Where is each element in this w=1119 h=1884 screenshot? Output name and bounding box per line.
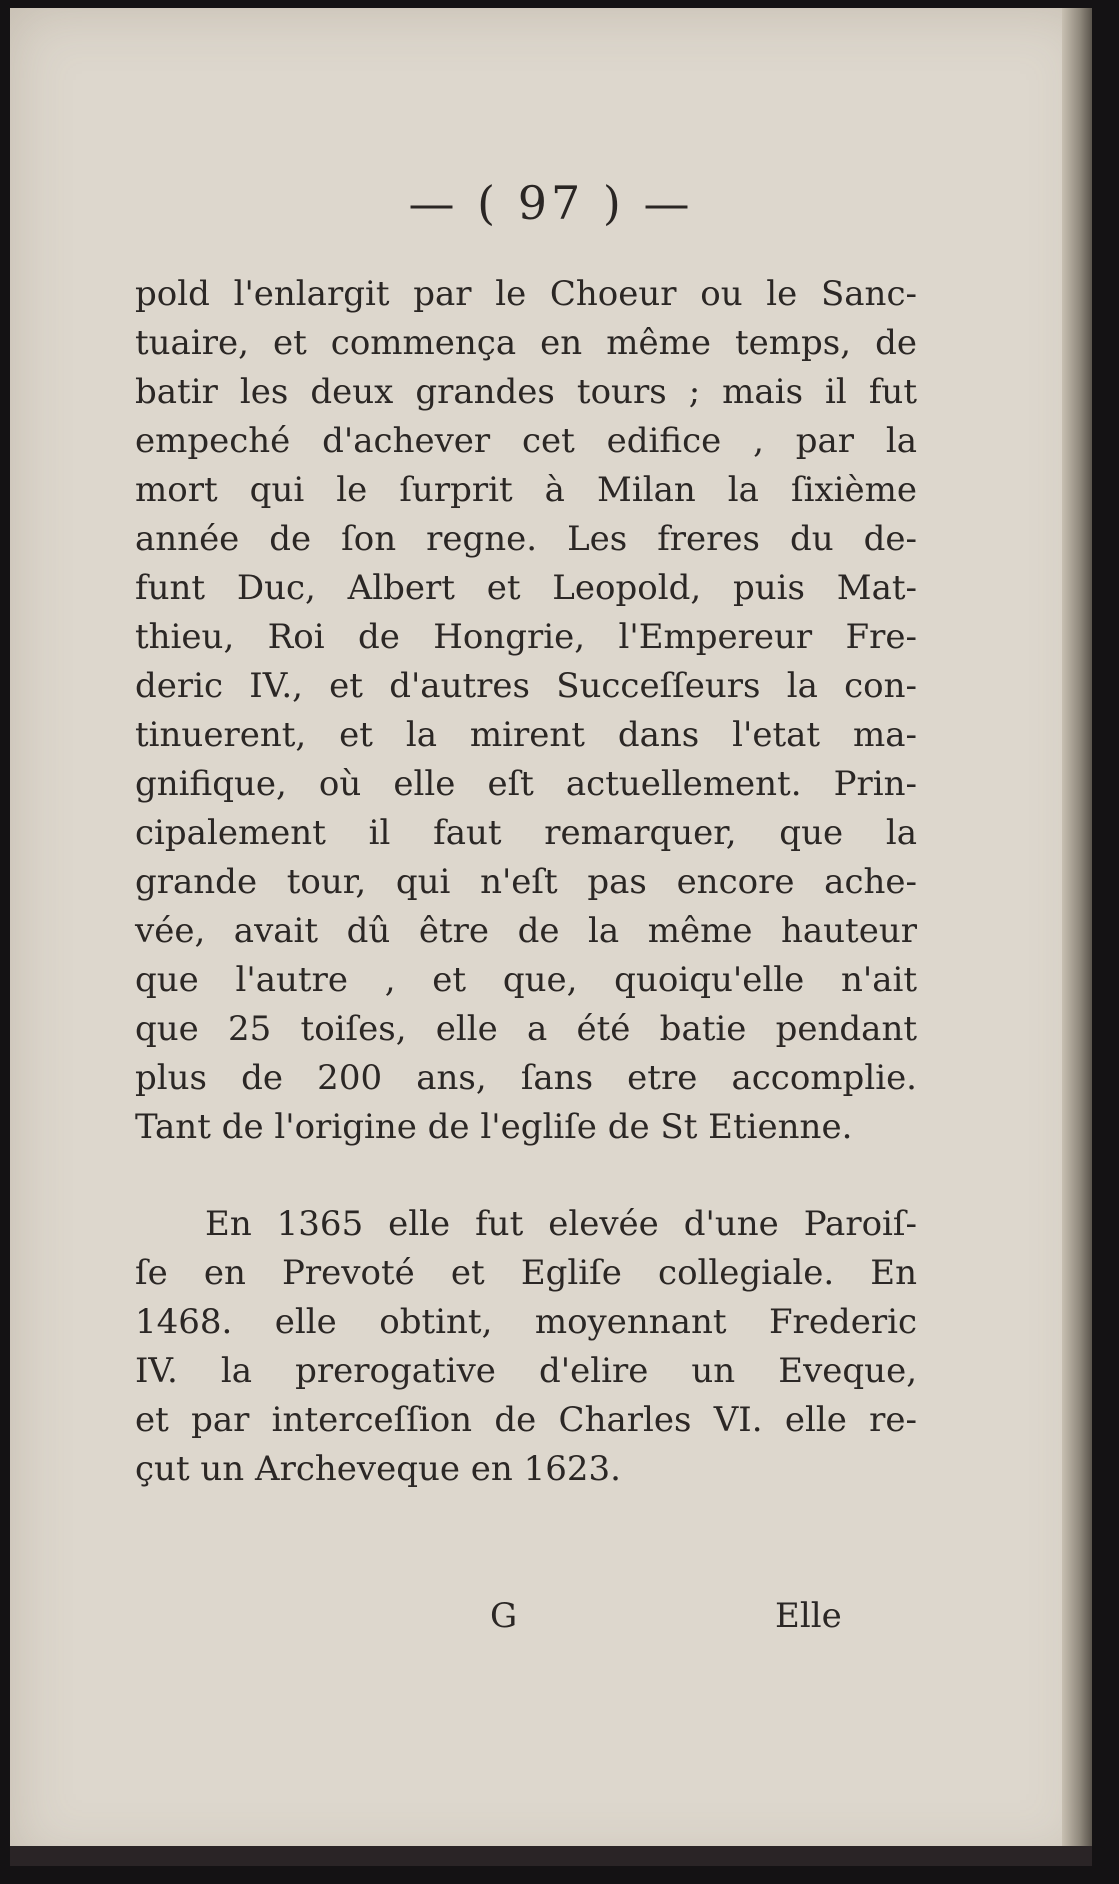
text-line: batir les deux grandes tours ; mais il fut xyxy=(135,372,917,412)
text-line: et par interceſſion de Charles VI. elle re- xyxy=(135,1400,917,1440)
catchword: Elle xyxy=(775,1596,842,1636)
text-line: tuaire, et commença en même temps, de xyxy=(135,323,917,363)
text-line: En 1365 elle fut elevée d'une Paroiſ- xyxy=(205,1204,917,1244)
text-line: empeché d'achever cet edifice , par la xyxy=(135,421,917,461)
text-line: 1468. elle obtint, moyennant Frederic xyxy=(135,1302,917,1342)
text-line: que 25 toiſes, elle a été batie pendant xyxy=(135,1009,917,1049)
text-line: pold l'enlargit par le Choeur ou le Sanc- xyxy=(135,274,917,314)
text-line: mort qui le ſurprit à Milan la ſixième xyxy=(135,470,917,510)
text-line: gnifique, où elle eſt actuellement. Prin- xyxy=(135,764,917,804)
text-line: que l'autre , et que, quoiqu'elle n'ait xyxy=(135,960,917,1000)
text-line: çut un Archeveque en 1623. xyxy=(135,1449,621,1489)
signature-mark: G xyxy=(490,1596,518,1636)
page-body xyxy=(135,270,917,1494)
book-page xyxy=(10,8,1092,1866)
text-line: année de ſon regne. Les freres du de- xyxy=(135,519,917,559)
text-line: deric IV., et d'autres Succeſſeurs la con- xyxy=(135,666,917,706)
text-line: cipalement il faut remarquer, que la xyxy=(135,813,917,853)
book-spine-edge xyxy=(1062,8,1092,1866)
text-line: vée, avait dû être de la même hauteur xyxy=(135,911,917,951)
paragraph-2 xyxy=(135,1200,917,1494)
page-number-header: — ( 97 ) — xyxy=(408,176,694,230)
paragraph-1 xyxy=(135,270,917,1152)
scan-bottom-edge xyxy=(10,1846,1092,1866)
page-footer xyxy=(10,1596,1092,1646)
text-line: plus de 200 ans, ſans etre accomplie. xyxy=(135,1058,917,1098)
text-line: IV. la prerogative d'elire un Eveque, xyxy=(135,1351,917,1391)
text-line: tinuerent, et la mirent dans l'etat ma- xyxy=(135,715,917,755)
text-line: funt Duc, Albert et Leopold, puis Mat- xyxy=(135,568,917,608)
paragraph-gap xyxy=(135,1152,917,1200)
text-line: Tant de l'origine de l'egliſe de St Etienne. xyxy=(135,1107,853,1147)
text-line: thieu, Roi de Hongrie, l'Empereur Fre- xyxy=(135,617,917,657)
text-line: ſe en Prevoté et Egliſe collegiale. En xyxy=(135,1253,917,1293)
text-line: grande tour, qui n'eſt pas encore ache- xyxy=(135,862,917,902)
